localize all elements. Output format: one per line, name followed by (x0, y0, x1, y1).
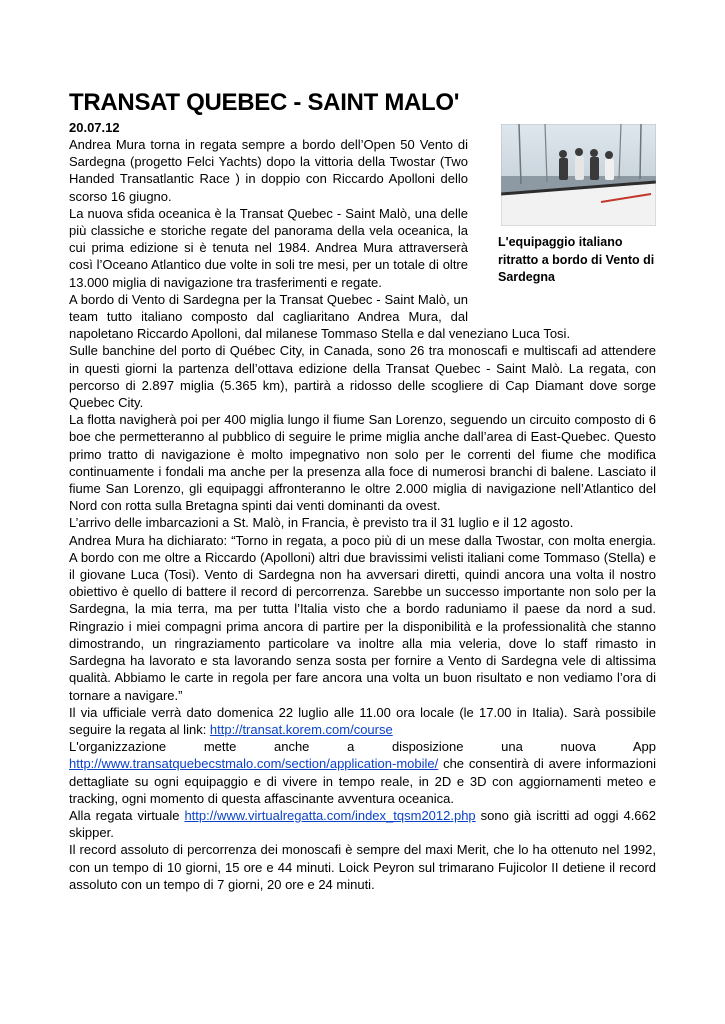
paragraph: Il record assoluto di percorrenza dei monoscafi è sempre del maxi Merit, che lo ha ottenuto nel 1992, con un tempo di 10 giorni, 15 ore e 44 minuti. Loick Peyron sul trimarano Fujicolor II detiene il record assoluto con un tempo di 7 giorni, 20 ore e 24 minuti. (69, 842, 656, 892)
paragraph: L’arrivo delle imbarcazioni a St. Malò, in Francia, è previsto tra il 31 luglio e il 12 agosto. (69, 515, 574, 531)
paragraph: Andrea Mura ha dichiarato: “Torno in regata, a poco più di un mese dalla Twostar, con molta energia. A bordo con me oltre a Riccardo (Apolloni) altri due bravissimi velisti italiani come Tommaso (Stella) e il giovane Luca (Tosi). Vento di Sardegna non ha avversari diretti, quindi ancora una volta il nostro obiettivo è quello di battere il record di percorrenza. Sarebbe un successo importante non solo per la Sardegna, la mia terra, ma per tutta l’Italia visto che a bordo raduniamo il paese da nord a sud. Ringrazio i miei compagni prima ancora di partire per la disponibilità e la professionalità che stanno dimostrando, un ringraziamento particolare va inoltre alla mia veleria, dove lo staff rimasto in Sardegna ha lavorato e sta lavorando senza sosta per fornire a Vento di Sardegna vele di altissima qualità. Abbiamo le carte in regola per fare ancora una volta un buon risultato e non vediamo l’ora di tornare a navigare.” (69, 532, 656, 703)
crew-photo (501, 124, 656, 226)
course-link[interactable]: http://transat.korem.com/course (209, 721, 393, 737)
photo-figure (494, 136, 656, 312)
article-date: 20.07.12 (69, 120, 120, 135)
article-title: TRANSAT QUEBEC - SAINT MALO' (69, 89, 460, 116)
article-body (69, 136, 656, 893)
paragraph: La flotta navigherà poi per 400 miglia lungo il fiume San Lorenzo, seguendo un circuito composto di 6 boe che permetteranno al pubblico di seguire le prime miglia anche dall’area di East-Quebec. Questo primo tratto di navigazione è molto impegnativo non solo per le correnti del fiume che modifica continuamente i fondali ma anche per la presenza alla foce di numerosi branchi di balene. Lasciato il fiume San Lorenzo, gli equipaggi affronteranno le oltre 2.000 miglia di navigazione nell’Atlantico del Nord con rotta sulla Bretagna spinti dai venti dominanti da ovest. (69, 412, 656, 514)
paragraph-app (69, 738, 656, 807)
virtual-text-after: sono già iscritti ad oggi 4.662 skipper. (69, 807, 657, 841)
paragraph-via (69, 704, 656, 738)
photo-caption: L'equipaggio italiano ritratto a bordo di Vento di Sardegna (498, 235, 655, 285)
virtual-text: Alla regata virtuale (69, 807, 185, 823)
paragraph-virtual (69, 807, 656, 841)
via-text: Il via ufficiale verrà dato domenica 22 luglio alle 11.00 ora locale (le 17.00 in Italia). Sarà possibile seguire la regata al link: (69, 704, 656, 737)
paragraph: Sulle banchine del porto di Québec City, in Canada, sono 26 tra monoscafi e multiscafi ad attendere in questi giorni la partenza dell’ottava edizione della Transat Quebec - Saint Malò. La regata, con percorso di 2.897 miglia (5.365 km), partirà a ridosso delle scogliere di Cap Diamant dove sorge Quebec City. (69, 343, 656, 411)
app-text: L'organizzazione mette anche a disposizione una nuova App (69, 739, 656, 755)
app-text-after: che consentirà di avere informazioni dettagliate su ogni equipaggio e di vivere in tempo reale, in 2D e 3D con aggiornamenti meteo e tracking, ogni momento di questa affascinante avventura oceanica. (69, 756, 656, 806)
virtual-regatta-link[interactable]: http://www.virtualregatta.com/index_tqsm2012.php (184, 807, 476, 823)
paragraph: La nuova sfida oceanica è la Transat Quebec - Saint Malò, una delle più classiche e storiche regate del panorama della vela oceanica, la cui prima edizione si è tenuta nel 1984. Andrea Mura attraverserà così l’Oceano Atlantico due volte in soli tre mesi, per un totale di oltre 13.000 miglia di navigazione tra trasferimenti e regate. (69, 205, 468, 290)
paragraph: Andrea Mura torna in regata sempre a bordo dell’Open 50 Vento di Sardegna (progetto Felci Yachts) dopo la vittoria della Twostar (Two Handed Transatlantic Race ) in doppio con Riccardo Apolloni dello scorso 16 giugno. (69, 137, 468, 204)
paragraph: A bordo di Vento di Sardegna per la Transat Quebec - Saint Malò, un team tutto italiano composto dal cagliaritano Andrea Mura, dal napoletano Riccardo Apolloni, dal milanese Tommaso Stella e dal veneziano Luca Tosi. (69, 291, 571, 342)
app-link[interactable]: http://www.transatquebecstmalo.com/section/application-mobile/ (69, 756, 439, 772)
